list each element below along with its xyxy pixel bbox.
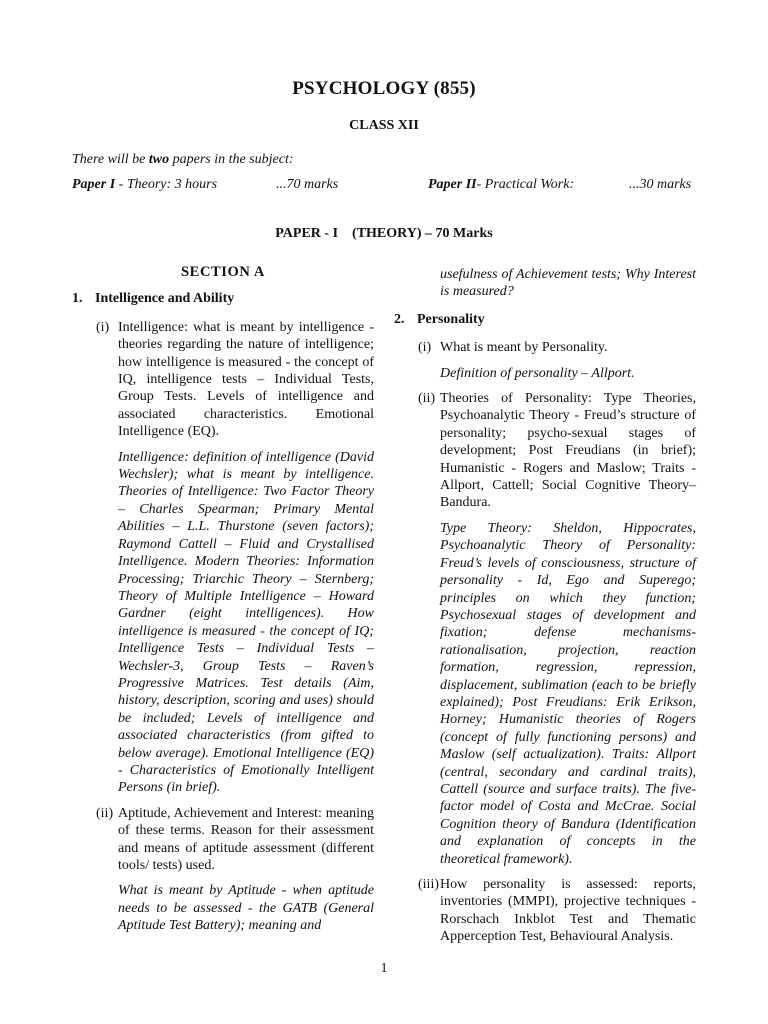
- page-number: 1: [380, 961, 388, 976]
- paper2-info: [428, 177, 574, 193]
- left-column: [72, 264, 374, 943]
- topic-heading: [394, 311, 696, 328]
- list-item: [418, 339, 696, 356]
- list-item: [96, 805, 374, 875]
- topic-title: Intelligence and Ability: [95, 291, 235, 307]
- item-number: (i): [96, 319, 110, 335]
- item-number: (iii): [418, 877, 439, 892]
- paper1-marks: ...70 marks: [276, 177, 339, 192]
- item-number: (i): [418, 340, 432, 356]
- list-item: [418, 876, 696, 946]
- list-item: [418, 390, 696, 512]
- intro-post: papers in the subject:: [169, 152, 294, 167]
- section-heading: SECTION A: [181, 264, 265, 280]
- class-heading: CLASS XII: [349, 118, 419, 133]
- paper1-desc: - Theory: 3 hours: [115, 177, 218, 192]
- topic-heading: [72, 290, 374, 307]
- item-detail: What is meant by Aptitude - when aptitude needs to be assessed - the GATB (General Aptitude Test Battery); meaning and: [118, 883, 374, 934]
- item-text: Intelligence: what is meant by intelligence - theories regarding the nature of intelligence; how intelligence is measured - the concept of IQ, intelligence tests – Individual Tests, Group Tests. Levels of intelligence and associated characteristics. Emotional Intelligence (EQ).: [118, 319, 374, 440]
- topic-title: Personality: [417, 311, 485, 327]
- item-detail-continued: usefulness of Achievement tests; Why Interest is measured?: [440, 267, 696, 300]
- topic-number: 1.: [72, 291, 83, 307]
- paper2-desc: - Practical Work:: [476, 177, 575, 192]
- paper2-marks: ...30 marks: [629, 177, 692, 192]
- topic-number: 2.: [394, 311, 405, 327]
- item-text: What is meant by Personality.: [440, 340, 608, 356]
- item-text: Theories of Personality: Type Theories, Psychoanalytic Theory - Freud’s structure of personality; psycho-sexual stages of development; Post Freudians (in brief); Humanistic - Rogers and Maslow; Traits - Allport, Cattell; Social Cognitive Theory– Bandura.: [440, 391, 696, 511]
- item-detail: Definition of personality – Allport.: [440, 365, 635, 381]
- papers-line: [72, 177, 702, 197]
- paper-heading: PAPER - I (THEORY) – 70 Marks: [275, 226, 493, 241]
- document-title: PSYCHOLOGY (855): [292, 78, 476, 99]
- item-number: (ii): [418, 391, 436, 407]
- item-detail: Intelligence: definition of intelligence (David Wechsler); what is meant by intelligence. Theories of Intelligence: Two Factor Theory – Charles Spearman; Primary Mental Abilities – L.L. Thurstone (seven factors); Raymond Cattell – Fluid and Crystallised Intelligence. Modern Theories: Information Processing; Triarchic Theory – Sternberg; Theory of Multiple Intelligence – Howard Gardner (eight intelligences). How intelligence is measured - the concept of IQ; Intelligence Tests – Individual Tests – Wechsler-3, Group Tests – Raven’s Progressive Matrices. Test details (Aim, history, description, scoring and uses) should be included; Levels of intelligence and associated characteristics (from gifted to below average). Emotional Intelligence (EQ) - Characteristics of Emotionally Intelligent Persons (in brief).: [118, 449, 374, 796]
- item-detail: Type Theory: Sheldon, Hippocrates, Psychoanalytic Theory of Personality: Freud’s levels of consciousness, structure of personality - Id, Ego and Superego; principles on which they function; Psychosexual stages of development and fixation; defense mechanisms- rationalisation, projection, reaction formation, regression, repression, displacement, sublimation (each to be briefly explained); Post Freudians: Erik Erikson, Horney; Humanistic theories of Rogers (concept of fully functioning persons) and Maslow (self actualization). Traits: Allport (central, secondary and cardinal traits), Cattell (source and surface traits). The five-factor model of Costa and McCrae. Social Cognition theory of Bandura (Identification and explanation of concepts in the theoretical framework).: [440, 520, 696, 867]
- list-item: [96, 319, 374, 441]
- item-text: Aptitude, Achievement and Interest: meaning of these terms. Reason for their assessment and means of aptitude assessment (different tools/ tests) used.: [118, 805, 374, 873]
- intro-bold: two: [148, 152, 170, 167]
- paper2-label: Paper II: [428, 177, 477, 192]
- right-column: [394, 266, 696, 954]
- intro-line: [72, 152, 294, 168]
- paper1-info: [72, 177, 217, 193]
- intro-pre: There will be: [72, 152, 149, 167]
- paper1-label: Paper I: [72, 177, 116, 192]
- item-text: How personality is assessed: reports, inventories (MMPI), projective techniques - Rorschach Inkblot Test and Thematic Apperception Test, Behavioural Analysis.: [440, 877, 696, 945]
- item-number: (ii): [96, 805, 114, 821]
